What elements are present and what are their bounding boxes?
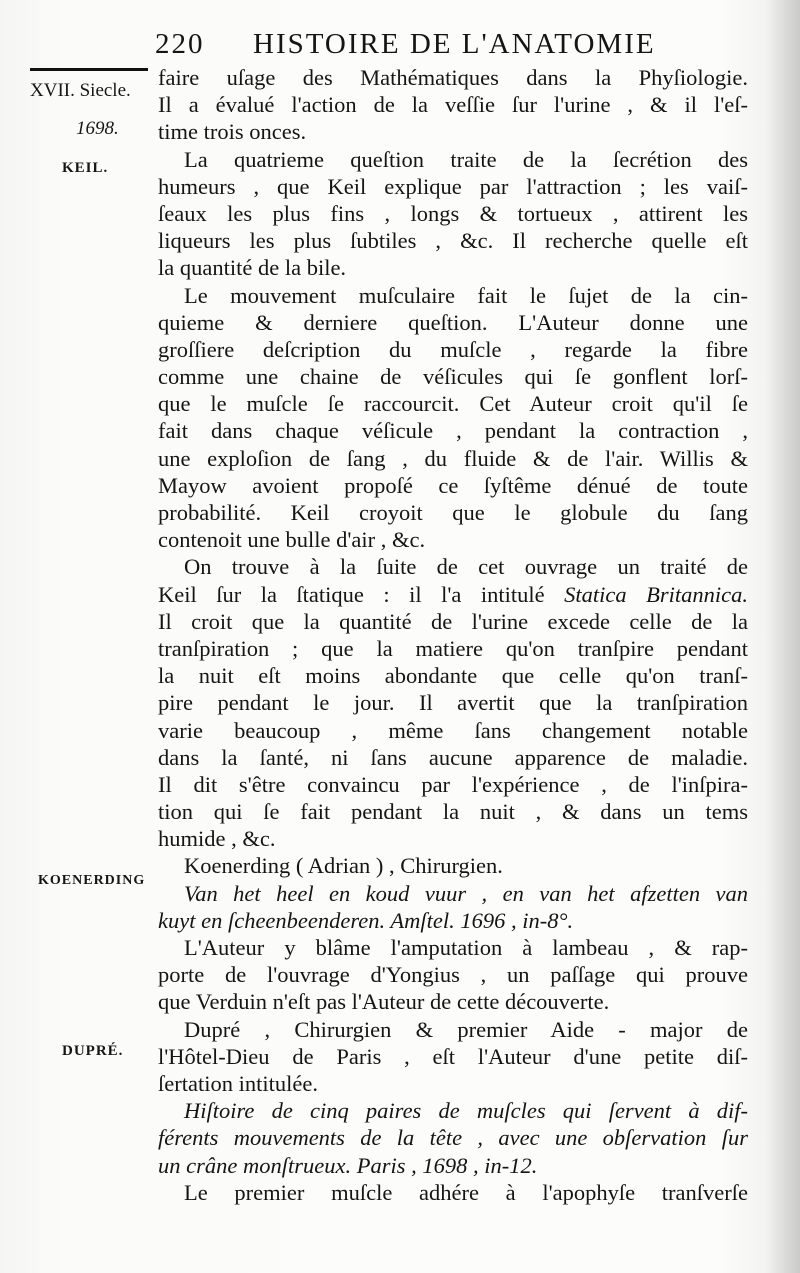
text-line: La quatrieme queſtion traite de la ſecrétion des (184, 146, 748, 172)
text-line: L'Auteur y blâme l'amputation à lambeau , & rap- (184, 935, 748, 960)
text-line: time trois onces. (158, 119, 307, 145)
text-line: Il croit que la quantité de l'urine excede celle de la (158, 608, 748, 634)
text-line: pire pendant le jour. Il avertit que la tranſpiration (158, 690, 748, 716)
text-line: ſertation intitulée. (158, 1070, 318, 1096)
text-line: Il a évalué l'action de la veſſie ſur l'urine , & il l'eſ- (158, 92, 748, 118)
running-header (155, 28, 675, 68)
margin-note-koenerding: KOENERDING (38, 873, 146, 888)
text-line: l'Hôtel-Dieu de Paris , eſt l'Auteur d'une petite diſ- (158, 1043, 748, 1069)
text-line: que Verduin n'eſt pas l'Auteur de cette découverte. (158, 989, 610, 1015)
text-line (158, 581, 748, 608)
text-line: la nuit eſt moins abondante que celle qu'on tranſ- (158, 663, 748, 689)
margin-note-century: XVII. Siecle. (30, 80, 131, 101)
text-line: Le premier muſcle adhére à l'apophyſe tranſverſe (184, 1179, 748, 1205)
text-line: varie beaucoup , même ſans changement notable (158, 717, 748, 743)
text-line: faire uſage des Mathématiques dans la Phyſiologie. (158, 65, 748, 90)
page-number: 220 (155, 28, 205, 60)
text-line: kuyt en ſcheenbeenderen. Amſtel. 1696 , in-8°. (158, 907, 574, 933)
text-line: Hiſtoire de cinq paires de muſcles qui ſervent à dif- (184, 1098, 748, 1124)
running-title: HISTOIRE DE L'ANATOMIE (253, 28, 656, 60)
text-line: probabilité. Keil croyoit que le globule du ſang (158, 500, 748, 525)
text-line: que le muſcle ſe raccourcit. Cet Auteur croit qu'il ſe (158, 391, 748, 417)
text-line: Dupré , Chirurgien & premier Aide - major de (184, 1016, 748, 1042)
margin-note-year: 1698. (76, 118, 119, 139)
text-line: tion qui ſe fait pendant la nuit , & dans un tems (158, 799, 748, 825)
text-line: Il dit s'être convaincu par l'expérience , de l'inſpira- (158, 771, 748, 797)
text-line: fait dans chaque véſicule , pendant la contraction , (158, 418, 748, 444)
text-line: Van het heel en koud vuur , en van het afzetten van (184, 880, 748, 906)
text-line: groſſiere deſcription du muſcle , regarde la fibre (158, 336, 748, 362)
text-line: dans la ſanté, ni ſans aucune apparence de maladie. (158, 744, 748, 770)
margin-rule (30, 68, 148, 71)
body-text (158, 64, 748, 1206)
text-line: humeurs , que Keil explique par l'attraction ; les vaiſ- (158, 173, 748, 199)
text-line: porte de l'ouvrage d'Yongius , un paſſage qui prouve (158, 962, 748, 988)
text-line: tranſpiration ; que la matiere qu'on tranſpire pendant (158, 635, 748, 661)
text-line: la quantité de la bile. (158, 255, 347, 281)
text-line: une exploſion de ſang , du fluide & de l'air. Willis & (158, 445, 748, 471)
margin-note-keil: KEIL. (62, 160, 109, 176)
text-line: Koenerding ( Adrian ) , Chirurgien. (184, 853, 503, 879)
text-line: liqueurs les plus ſubtiles , &c. Il recherche quelle eſt (158, 228, 748, 254)
text-line: quieme & derniere queſtion. L'Auteur donne une (158, 309, 748, 335)
text-line: contenoit une bulle d'air , &c. (158, 527, 426, 553)
text-line: Mayow avoient propoſé ce ſyſtême dénué de toute (158, 472, 748, 498)
margin-note-dupre: DUPRÉ. (62, 1043, 124, 1059)
text-segment: Keil ſur la ſtatique : il l'a intitulé (158, 581, 565, 607)
text-line: humide , &c. (158, 826, 276, 852)
italic-book-title: Statica Britannica. (564, 581, 748, 607)
text-line: un crâne monſtrueux. Paris , 1698 , in-12. (158, 1152, 538, 1178)
text-line: comme une chaine de véſicules qui ſe gonflent lorſ- (158, 364, 748, 390)
text-line: férents mouvements de la tête , avec une obſervation ſur (158, 1125, 748, 1151)
text-line: On trouve à la ſuite de cet ouvrage un traité de (184, 554, 748, 580)
page-gutter-shadow (766, 0, 800, 1273)
text-line: ſeaux les plus fins , longs & tortueux , attirent les (158, 200, 748, 226)
text-line: Le mouvement muſculaire fait le ſujet de la cin- (184, 282, 748, 308)
